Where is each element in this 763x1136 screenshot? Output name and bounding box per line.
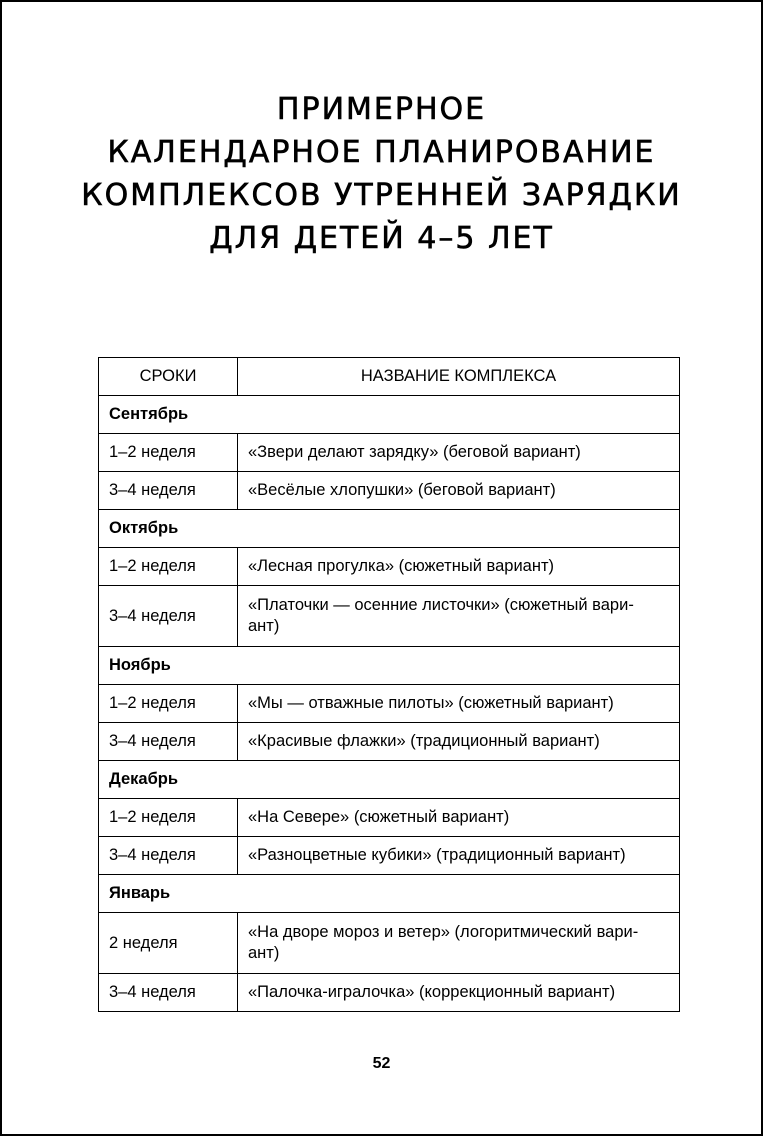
month-label: Ноябрь <box>99 647 680 685</box>
table-row <box>99 548 680 586</box>
title-line-1: ПРИМЕРНОЕ <box>276 92 487 127</box>
month-row <box>99 510 680 548</box>
table-row <box>99 913 680 974</box>
page-title <box>2 88 761 260</box>
table-row <box>99 799 680 837</box>
schedule-table <box>98 357 680 1012</box>
term-cell: 3–4 неделя <box>99 586 238 647</box>
title-line-3: КОМПЛЕКСОВ УТРЕННЕЙ ЗАРЯДКИ <box>81 178 682 213</box>
table-row <box>99 974 680 1012</box>
month-label: Октябрь <box>99 510 680 548</box>
complex-name-cell: «На Севере» (сюжетный вариант) <box>238 799 680 837</box>
table-header-row <box>99 358 680 396</box>
term-cell: 3–4 неделя <box>99 472 238 510</box>
term-cell: 1–2 неделя <box>99 685 238 723</box>
page-number: 52 <box>372 1055 391 1072</box>
header-name: НАЗВАНИЕ КОМПЛЕКСА <box>238 358 680 396</box>
term-cell: 1–2 неделя <box>99 548 238 586</box>
table-row <box>99 472 680 510</box>
month-label: Сентябрь <box>99 396 680 434</box>
complex-name-cell: «Разноцветные кубики» (традиционный вариант) <box>238 837 680 875</box>
title-line-4: ДЛЯ ДЕТЕЙ 4–5 ЛЕТ <box>209 221 554 256</box>
table-row <box>99 723 680 761</box>
term-cell: 3–4 неделя <box>99 837 238 875</box>
complex-name-cell: «Палочка-игралочка» (коррекционный вариант) <box>238 974 680 1012</box>
term-cell: 1–2 неделя <box>99 434 238 472</box>
month-row <box>99 875 680 913</box>
term-cell: 3–4 неделя <box>99 723 238 761</box>
month-row <box>99 396 680 434</box>
complex-name-cell: «Лесная прогулка» (сюжетный вариант) <box>238 548 680 586</box>
complex-name-cell: «Звери делают зарядку» (беговой вариант) <box>238 434 680 472</box>
term-cell: 3–4 неделя <box>99 974 238 1012</box>
month-row <box>99 761 680 799</box>
month-label: Январь <box>99 875 680 913</box>
complex-name-cell: «Красивые флажки» (традиционный вариант) <box>238 723 680 761</box>
complex-name-cell: «Весёлые хлопушки» (беговой вариант) <box>238 472 680 510</box>
complex-name-cell: «На дворе мороз и ветер» (логоритмический вари- ант) <box>238 913 680 974</box>
month-row <box>99 647 680 685</box>
month-label: Декабрь <box>99 761 680 799</box>
term-cell: 1–2 неделя <box>99 799 238 837</box>
title-line-2: КАЛЕНДАРНОЕ ПЛАНИРОВАНИЕ <box>107 135 656 170</box>
table-row <box>99 837 680 875</box>
complex-name-cell: «Мы — отважные пилоты» (сюжетный вариант) <box>238 685 680 723</box>
term-cell: 2 неделя <box>99 913 238 974</box>
table-row <box>99 586 680 647</box>
complex-name-cell: «Платочки — осенние листочки» (сюжетный вари- ант) <box>238 586 680 647</box>
header-term: СРОКИ <box>99 358 238 396</box>
table-row <box>99 685 680 723</box>
table-row <box>99 434 680 472</box>
